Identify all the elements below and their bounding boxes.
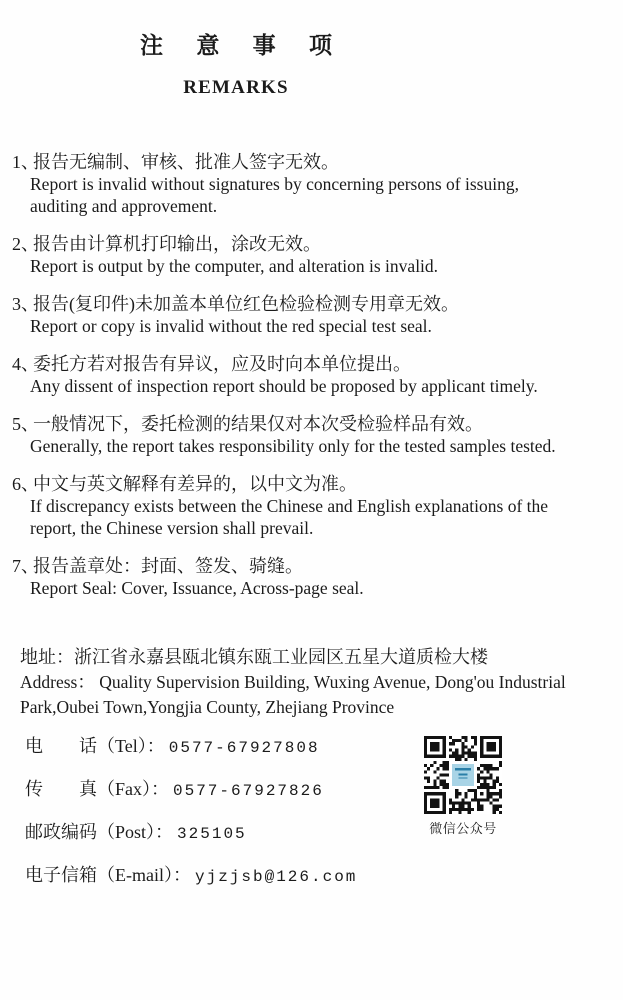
phone-number: 0577-67927808 [168,739,320,757]
postal-code: 325105 [177,825,247,843]
contact-row-fax [25,778,357,800]
list-item [0,353,623,397]
address-cn: 地址：浙江省永嘉县瓯北镇东瓯工业园区五星大道质检大楼 [20,647,488,667]
item-number: 3、 [12,294,39,314]
item-text-en-line: auditing and approvement. [30,196,218,216]
item-text-en-line: Report is invalid without signatures by concerning persons of issuing, [30,174,519,194]
list-item [0,473,623,539]
item-text-en-line: Report is output by the computer, and alteration is invalid. [30,256,439,276]
remarks-list [0,151,623,615]
contact-row-email [25,864,357,886]
item-text-cn: 中文与英文解释有差异的，以中文为准。 [33,474,357,494]
item-text-en-line: report, the Chinese version shall prevail. [30,518,314,538]
email-address: yjzjsb@126.com [194,868,358,886]
wechat-qr-code [424,736,502,814]
item-text-en-line: Report Seal: Cover, Issuance, Across-page seal. [30,578,364,598]
page-title-chinese: 注意事项 [139,33,366,58]
contact-label: 邮政编码（Post）： [25,822,174,842]
page-header [18,32,454,99]
item-text-en-line: Report or copy is invalid without the red special test seal. [30,316,432,336]
item-number: 5、 [12,414,39,434]
item-text-cn: 报告盖章处：封面、签发、骑缝。 [33,556,303,576]
qr-block [423,736,503,837]
list-item [0,293,623,337]
contact-info [25,735,357,907]
item-text-en-line: If discrepancy exists between the Chinese and English explanations of the [30,496,549,516]
list-item [0,555,623,599]
fax-number: 0577-67927826 [173,782,324,800]
item-text-cn: 报告由计算机打印输出，涂改无效。 [33,234,321,254]
contact-row-tel [25,735,357,757]
page-title-english: REMARKS [183,77,289,98]
item-text-cn: 委托方若对报告有异议，应及时向本单位提出。 [33,354,411,374]
address-en-line: Address： Quality Supervision Building, Wuxing Avenue, Dong'ou Industrial [20,672,566,692]
contact-row-post [25,821,357,843]
list-item [0,151,623,217]
contact-label: 电子信箱（E-mail）： [25,865,191,885]
qr-caption: 微信公众号 [429,821,497,836]
item-number: 1、 [12,152,39,172]
list-item [0,233,623,277]
item-text-cn: 报告(复印件)未加盖本单位红色检验检测专用章无效。 [33,294,459,314]
list-item [0,413,623,457]
item-text-en-line: Generally, the report takes responsibility only for the tested samples tested. [30,436,556,456]
address-en-line: Park,Oubei Town,Yongjia County, Zhejiang Province [20,697,395,717]
item-text-cn: 一般情况下，委托检测的结果仅对本次受检验样品有效。 [33,414,483,434]
item-number: 4、 [12,354,39,374]
item-text-en-line: Any dissent of inspection report should be proposed by applicant timely. [30,376,538,396]
address-block [20,645,605,720]
item-number: 6、 [12,474,39,494]
item-number: 2、 [12,234,39,254]
item-number: 7、 [12,556,39,576]
item-text-cn: 报告无编制、审核、批准人签字无效。 [33,152,339,172]
contact-label: 传 真（Fax）： [25,779,169,799]
contact-label: 电 话（Tel）： [25,736,165,756]
